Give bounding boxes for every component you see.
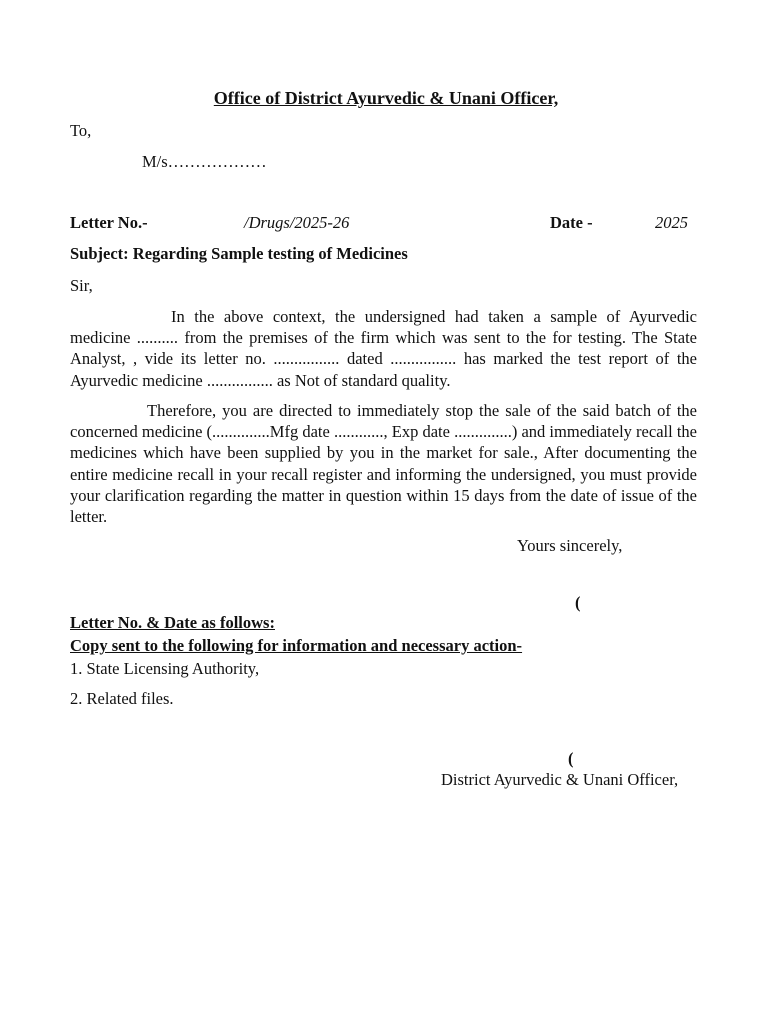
- to-label: To,: [70, 121, 92, 140]
- closing-line: Yours sincerely,: [517, 536, 623, 555]
- date-value: 2025: [655, 213, 688, 232]
- recipient-name: M/s………………: [142, 152, 267, 171]
- copy-heading: Copy sent to the following for information and necessary action-: [70, 636, 523, 655]
- date-label: Date -: [550, 213, 593, 232]
- office-title: Office of District Ayurvedic & Unani Officer,: [213, 88, 559, 108]
- signature-bracket-2: (: [568, 749, 574, 768]
- copy-item: 1. State Licensing Authority,: [70, 659, 260, 678]
- subject-line: Subject: Regarding Sample testing of Medicines: [70, 244, 408, 263]
- designation: District Ayurvedic & Unani Officer,: [441, 770, 679, 789]
- letter-no-label: Letter No.-: [70, 213, 148, 232]
- signature-bracket-1: (: [575, 593, 581, 612]
- body-paragraph-1: In the above context, the undersigned had taken a sample of Ayurvedic medicine .......... from the premises of the firm which was sent to the for testing. The State Analyst, , vide its letter no. ................ dated ................ has marked the test report of the Ayurvedic medicine ................ as Not of standard quality.: [70, 307, 697, 390]
- body-paragraph-2: Therefore, you are directed to immediately stop the sale of the said batch of the concerned medicine (..............Mfg date ............, Exp date ..............) and immediately recall the medicines which have been supplied by you in the market for sale., After documenting the entire medicine recall in your recall register and informing the undersigned, you must provide your clarification regarding the matter in question within 15 days from the date of issue of the letter.: [70, 401, 697, 527]
- letter-no-value: /Drugs/2025-26: [244, 213, 350, 232]
- letter-no-date-heading: Letter No. & Date as follows:: [70, 613, 275, 632]
- salutation: Sir,: [70, 276, 93, 295]
- copy-item: 2. Related files.: [70, 689, 174, 708]
